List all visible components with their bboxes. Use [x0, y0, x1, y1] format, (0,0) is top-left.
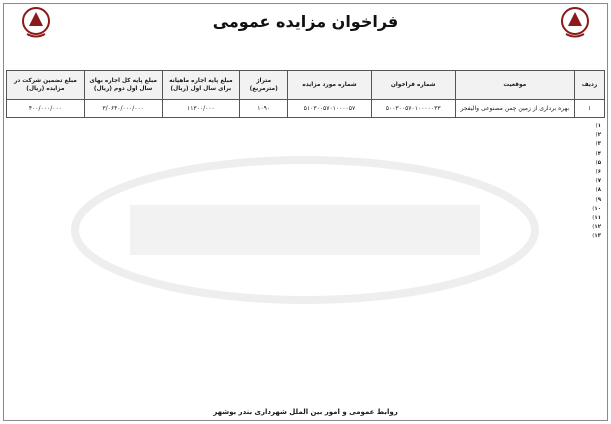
condition-number: ۴ [597, 150, 601, 157]
condition-item: ۱۱) [592, 215, 601, 222]
condition-item: ۳) [595, 141, 601, 148]
emblem-right [553, 6, 597, 54]
condition-item: ۱۲) [592, 224, 601, 231]
condition-number: ۱۱ [594, 215, 601, 222]
condition-number: ۷ [597, 178, 601, 185]
municipality-emblem-icon [21, 6, 51, 40]
emblem-left [14, 6, 58, 54]
condition-number: ۸ [597, 187, 601, 194]
condition-number: ۵ [597, 159, 601, 166]
condition-item: ۲) [595, 132, 601, 139]
table-row [7, 100, 605, 118]
condition-number: ۳ [597, 141, 601, 148]
cell-area: ۱۰۹۰ [240, 100, 288, 118]
column-header: ردیف [575, 71, 605, 100]
condition-number: ۱ [597, 123, 601, 129]
auction-table [6, 70, 605, 118]
condition-item: ۱) [595, 123, 601, 129]
condition-item: ۹) [595, 196, 601, 203]
condition-number: ۱۳ [594, 233, 601, 240]
column-header: متراژ (مترمربع) [240, 71, 288, 100]
conditions-list [6, 122, 605, 360]
condition-item: ۵) [595, 159, 601, 166]
notice-title: فراخوان مزایده عمومی [212, 12, 399, 31]
condition-item: ۸) [595, 187, 601, 194]
column-header: شماره فراخوان [371, 71, 455, 100]
condition-item: ۶) [595, 169, 601, 176]
condition-item: ۱۰) [592, 205, 601, 212]
cell-index: ۱ [575, 100, 605, 118]
cell-item-number: ۵۱۰۳۰۰۵۷۰۱۰۰۰۰۵۷ [288, 100, 372, 118]
column-header: مبلغ پایه کل اجاره بهای سال اول دوم (ریال) [84, 71, 162, 100]
condition-number: ۹ [597, 196, 601, 203]
cell-monthly-price: ۱۱۳۰۰/۰۰۰ [162, 100, 240, 118]
condition-number: ۱۲ [594, 224, 601, 231]
column-header: مبلغ پایه اجاره ماهیانه برای سال اول (ریال) [162, 71, 240, 100]
municipality-emblem-icon [560, 6, 590, 40]
condition-number: ۲ [597, 132, 601, 139]
condition-number: ۱۰ [594, 205, 601, 212]
column-header: موقعیت [455, 71, 575, 100]
condition-item: ۷) [595, 178, 601, 185]
cell-location: بهره برداری از زمین چمن مصنوعی والیفجر [455, 100, 575, 118]
condition-item: ۴) [595, 150, 601, 157]
cell-guarantee: ۴۰۰/۰۰۰/۰۰۰ [7, 100, 85, 118]
table-header-row [7, 71, 605, 100]
condition-number: ۶ [597, 169, 601, 176]
notice-header [6, 4, 605, 66]
notice-footer: روابط عمومی و امور بین الملل شهرداری بندر بوشهر [213, 408, 398, 416]
condition-item: ۱۳) [592, 233, 601, 240]
cell-call-number: ۵۰۰۳۰۰۵۷۰۱۰۰۰۰۰۳۳ [371, 100, 455, 118]
column-header: شماره مورد مزایده [288, 71, 372, 100]
column-header: مبلغ تضمین شرکت در مزایده (ریال) [7, 71, 85, 100]
cell-total-price: ۳/۰۶۴۰/۰۰۰/۰۰۰ [84, 100, 162, 118]
